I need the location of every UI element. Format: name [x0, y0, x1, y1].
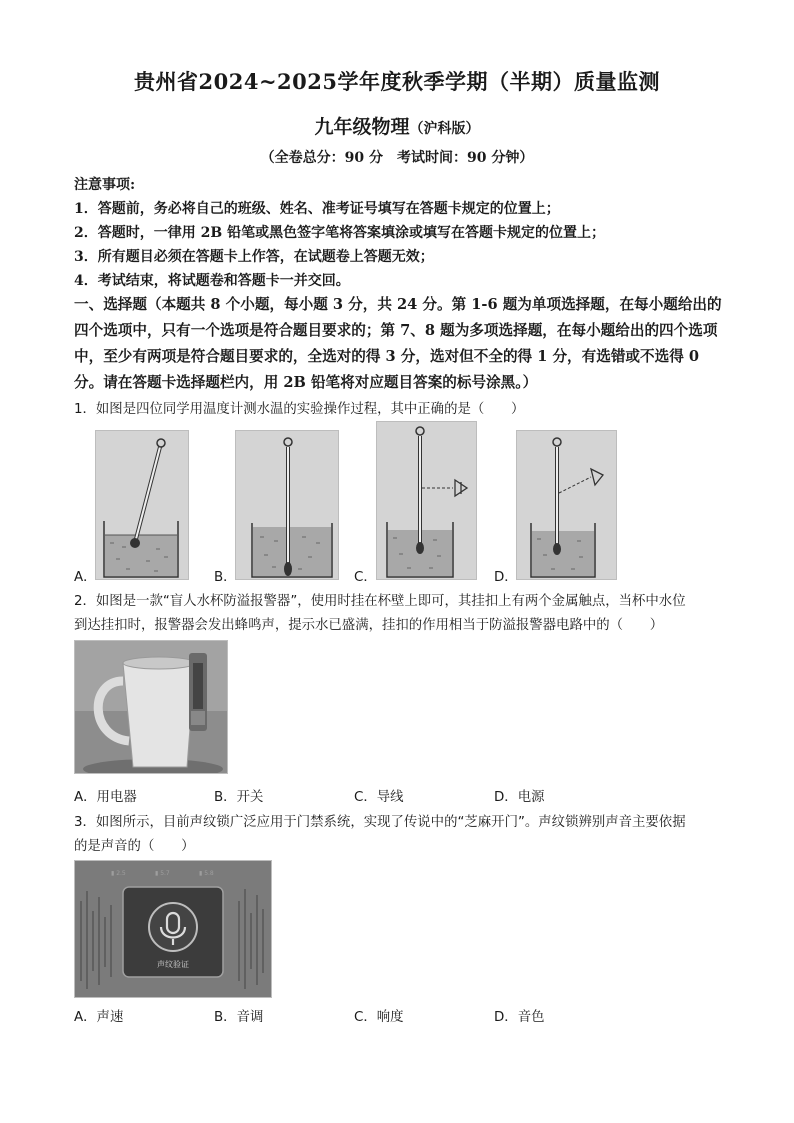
option-a[interactable]: A．声速	[74, 1010, 124, 1025]
thermometer-b-svg	[236, 431, 338, 579]
thermometer-c-svg	[377, 422, 476, 579]
svg-text:▮ 2.5: ▮ 2.5	[111, 870, 126, 877]
voiceprint-lock-photo	[74, 860, 272, 998]
exam-meta: （全卷总分：90 分 考试时间：90 分钟）	[260, 150, 534, 166]
note-item: 4．考试结束，将试题卷和答题卡一并交回。	[74, 273, 350, 289]
question-stem: 2．如图是一款“盲人水杯防溢报警器”，使用时挂在杯壁上即可，其挂扣上有两个金属触点，当杯中水位	[74, 594, 686, 609]
option-d[interactable]: D．电源	[494, 790, 545, 805]
option-b[interactable]: B．音调	[214, 1010, 264, 1025]
thermometer-d-svg	[517, 431, 616, 579]
thermometer-figure-d	[516, 430, 617, 580]
thermometer-figure-b	[235, 430, 339, 580]
question-stem: 1．如图是四位同学用温度计测水温的实验操作过程，其中正确的是（ ）	[74, 402, 525, 417]
exam-title: 贵州省2024~2025学年度秋季学期（半期）质量监测	[134, 69, 660, 94]
option-b[interactable]: B．	[214, 570, 237, 585]
cup-alarm-photo	[74, 640, 228, 774]
subject-name: 九年级物理	[314, 116, 410, 138]
thermometer-figure-a	[95, 430, 189, 580]
question-stem: 3．如图所示，目前声纹锁广泛应用于门禁系统，实现了传说中的“芝麻开门”。声纹锁辨别声音主要依据	[74, 815, 686, 830]
exam-subject	[0, 112, 794, 139]
note-item: 2．答题时，一律用 2B 铅笔或黑色签字笔将答案填涂或填写在答题卡规定的位置上；	[74, 225, 606, 241]
voiceprint-svg	[75, 861, 271, 997]
cup-alarm-svg	[75, 641, 227, 773]
option-a[interactable]: A．用电器	[74, 790, 137, 805]
thermometer-figure-c	[376, 421, 477, 580]
svg-text:▮ 5.7: ▮ 5.7	[155, 870, 170, 877]
option-c[interactable]: C．响度	[354, 1010, 404, 1025]
option-d[interactable]: D．音色	[494, 1010, 545, 1025]
option-b[interactable]: B．开关	[214, 790, 264, 805]
option-c[interactable]: C．	[354, 570, 377, 585]
option-c[interactable]: C．导线	[354, 790, 404, 805]
option-d[interactable]: D．	[494, 570, 518, 585]
option-a[interactable]: A．	[74, 570, 97, 585]
edition-label: （沪科版）	[409, 121, 480, 137]
notes-heading: 注意事项:	[74, 177, 136, 193]
section-intro: 一、选择题（本题共 8 个小题，每小题 3 分，共 24 分。第 1-6 题为单项选择题，在每小题给出的四个选项中，只有一个选项是符合题目要求的；第 7、8 题为多项选择题，在每小题给出的四个选项中，至少有两项是符合题目要求的，全选对的得 3 分，选对但不全的得 1 分，有选错或不选得 0 分。请在答题卡选择题栏内，用 2B 铅笔将对应题目答案的标号涂黑。）	[74, 296, 722, 391]
note-item: 1．答题前，务必将自己的班级、姓名、准考证号填写在答题卡规定的位置上；	[74, 201, 560, 217]
thermometer-a-svg	[96, 431, 188, 579]
question-stem-cont: 的是声音的（ ）	[74, 839, 195, 854]
svg-text:▮ 5.8: ▮ 5.8	[199, 870, 214, 877]
question-stem-cont: 到达挂扣时，报警器会发出蜂鸣声，提示水已盛满，挂扣的作用相当于防溢报警器电路中的（ ）	[74, 618, 664, 633]
voiceprint-caption: 声纹验证	[157, 960, 189, 969]
note-item: 3．所有题目必须在答题卡上作答，在试题卷上答题无效；	[74, 249, 434, 265]
